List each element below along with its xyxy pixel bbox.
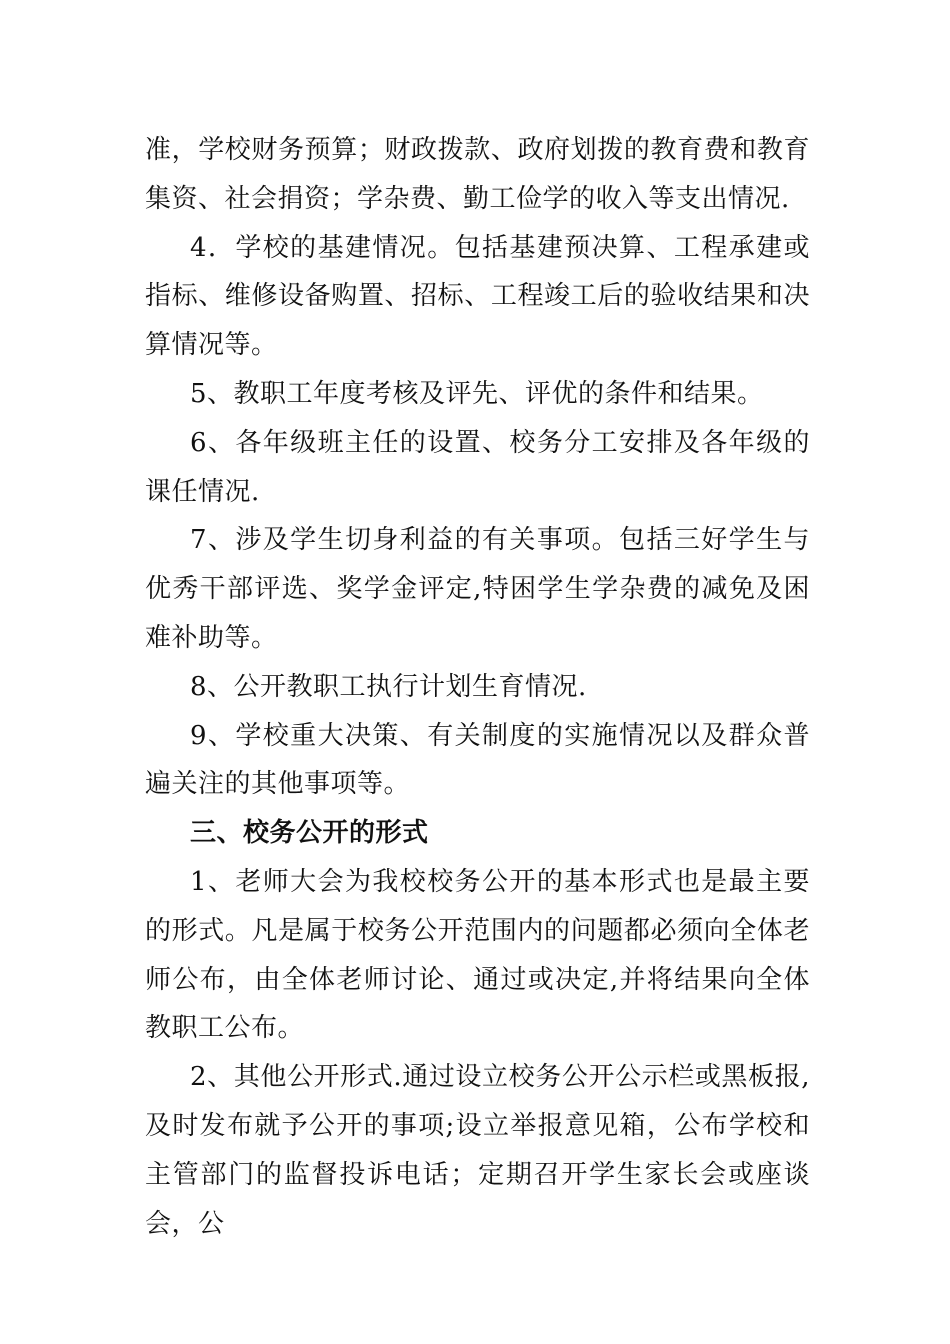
document-page <box>145 126 810 1248</box>
paragraph-item-7: 7、涉及学生切身利益的有关事项。包括三好学生与优秀干部评选、奖学金评定,特困学生学杂费的减免及困难补助等。 <box>145 525 810 653</box>
paragraph-item-5: 5、教职工年度考核及评先、评优的条件和结果。 <box>190 378 764 409</box>
paragraph-item-4: 4．学校的基建情况。包括基建预决算、工程承建或指标、维修设备购置、招标、工程竣工后的验收结果和决算情况等。 <box>145 232 810 361</box>
paragraph-item-9: 9、学校重大决策、有关制度的实施情况以及群众普遍关注的其他事项等。 <box>145 720 810 800</box>
paragraph-item-6: 6、各年级班主任的设置、校务分工安排及各年级的课任情况. <box>145 427 810 507</box>
paragraph-form-1: 1、老师大会为我校校务公开的基本形式也是最主要的形式。凡是属于校务公开范围内的问题都必须向全体老师公布，由全体老师讨论、通过或决定,并将结果向全体教职工公布。 <box>145 866 810 1044</box>
paragraph-form-2: 2、其他公开形式.通过设立校务公开公示栏或黑板报,及时发布就予公开的事项;设立举报意见箱，公布学校和主管部门的监督投诉电话；定期召开学生家长会或座谈会，公 <box>145 1062 810 1239</box>
paragraph-item-8: 8、公开教职工执行计划生育情况. <box>190 671 587 702</box>
paragraph-budget-continued: 准，学校财务预算；财政拨款、政府划拨的教育费和教育集资、社会捐资；学杂费、勤工俭学的收入等支出情况. <box>145 135 810 214</box>
section-heading: 三、校务公开的形式 <box>190 818 429 849</box>
